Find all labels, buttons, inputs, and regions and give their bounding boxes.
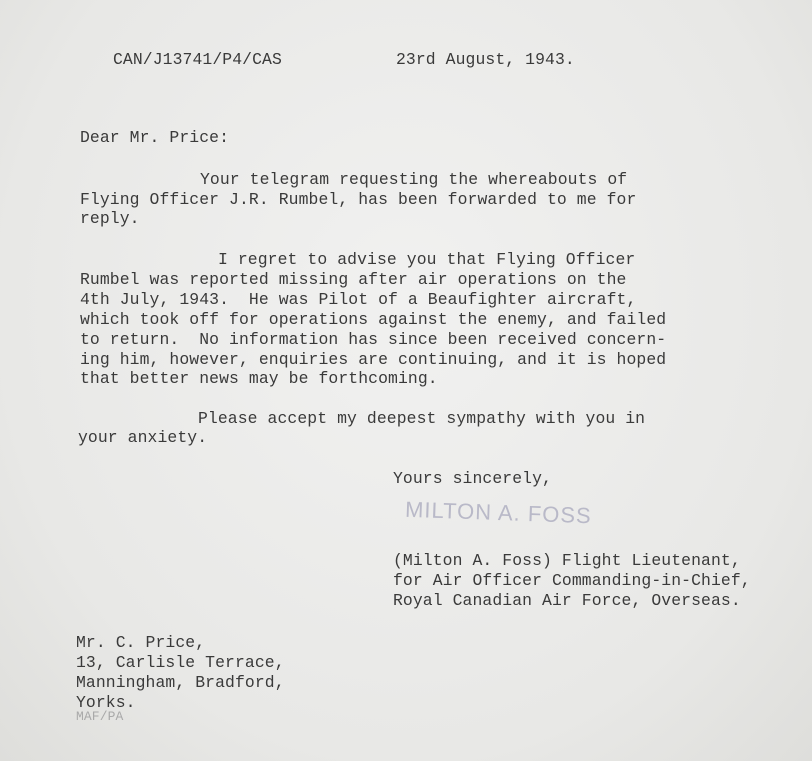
letter-date: 23rd August, 1943. — [396, 50, 575, 69]
name-stamp: MILTON A. FOSS — [404, 496, 593, 529]
address-line: 13, Carlisle Terrace, — [76, 653, 285, 672]
reference-number: CAN/J13741/P4/CAS — [113, 50, 282, 69]
paragraph-line: reply. — [80, 209, 140, 228]
paragraph-line: Flying Officer J.R. Rumbel, has been forwarded to me for — [80, 190, 637, 209]
signature-line: for Air Officer Commanding-in-Chief, — [393, 571, 751, 590]
closing: Yours sincerely, — [393, 469, 552, 488]
paragraph-line: 4th July, 1943. He was Pilot of a Beaufighter aircraft, — [80, 290, 637, 309]
address-line: Mr. C. Price, — [76, 633, 206, 652]
signature-line: (Milton A. Foss) Flight Lieutenant, — [393, 551, 741, 570]
paragraph-line: that better news may be forthcoming. — [80, 369, 438, 388]
signature-line: Royal Canadian Air Force, Overseas. — [393, 591, 741, 610]
paragraph-line: Rumbel was reported missing after air operations on the — [80, 270, 627, 289]
salutation: Dear Mr. Price: — [80, 128, 230, 147]
address-line: Manningham, Bradford, — [76, 673, 285, 692]
paragraph-line: Your telegram requesting the whereabouts of — [200, 170, 628, 189]
paragraph-line: which took off for operations against the enemy, and failed — [80, 310, 667, 329]
paragraph-line: I regret to advise you that Flying Officer — [218, 250, 636, 269]
paragraph-line: ing him, however, enquiries are continuing, and it is hoped — [80, 350, 667, 369]
address-line: Yorks. — [76, 693, 136, 712]
paragraph-line: Please accept my deepest sympathy with you in — [198, 409, 646, 428]
typist-initials: MAF/PA — [76, 709, 124, 724]
paragraph-line: to return. No information has since been received concern- — [80, 330, 667, 349]
paragraph-line: your anxiety. — [78, 428, 208, 447]
